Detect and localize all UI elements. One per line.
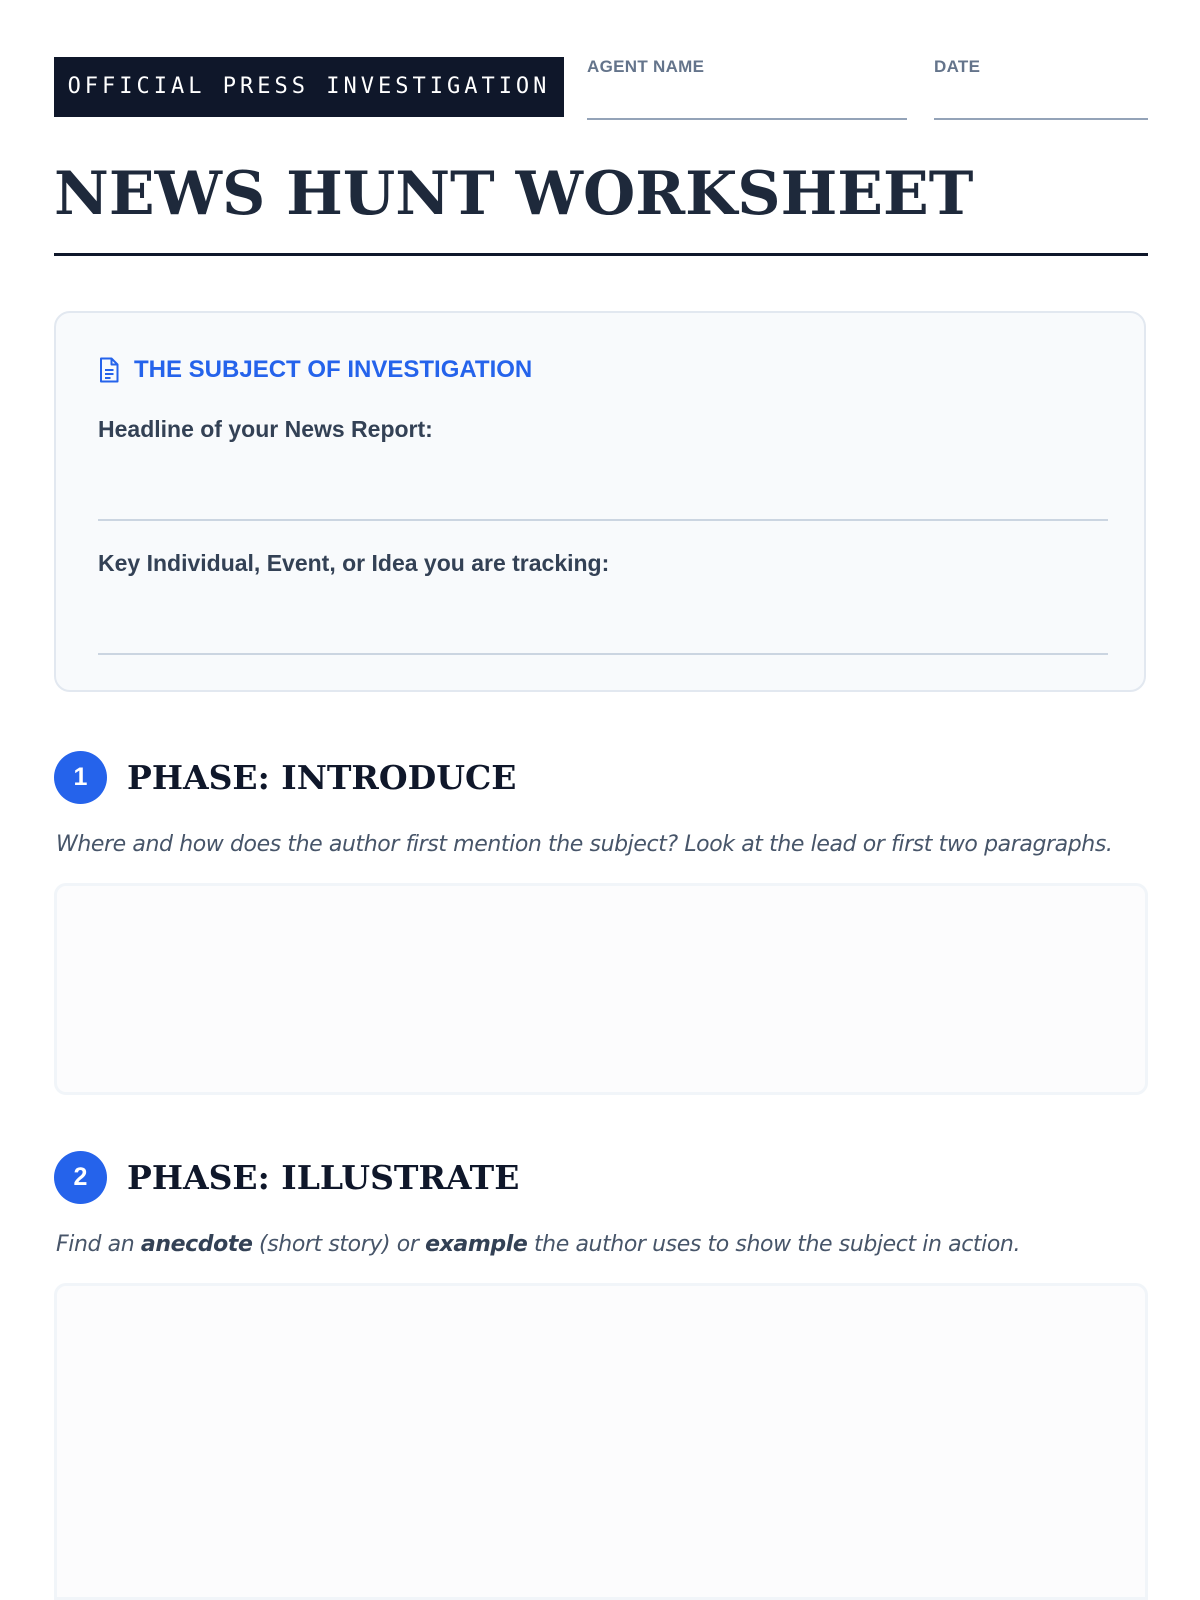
headline-input-line[interactable]: [98, 519, 1108, 521]
agent-name-field[interactable]: [587, 57, 907, 77]
document-icon: [98, 357, 120, 383]
tracking-label: Key Individual, Event, or Idea you are tracking:: [98, 550, 610, 576]
example-emphasis: example: [425, 1232, 528, 1257]
date-field[interactable]: [934, 57, 1148, 77]
agent-name-label: AGENT NAME: [587, 57, 705, 76]
title-divider: [54, 253, 1148, 256]
subject-heading: [98, 355, 532, 385]
subject-card: [54, 311, 1146, 692]
agent-name-line[interactable]: [587, 118, 907, 120]
phase-2-title: PHASE: ILLUSTRATE: [127, 1157, 520, 1197]
press-tag: OFFICIAL PRESS INVESTIGATION: [54, 57, 564, 117]
phase-1-description: Where and how does the author first mention the subject? Look at the lead or first two paragraphs.: [56, 832, 1113, 857]
phase-1-header: [54, 750, 516, 804]
date-line[interactable]: [934, 118, 1148, 120]
phase-2-answer-box[interactable]: [54, 1283, 1148, 1600]
phase-1-answer-box[interactable]: [54, 883, 1148, 1095]
headline-label: Headline of your News Report:: [98, 416, 433, 442]
header: [54, 57, 1148, 119]
anecdote-emphasis: anecdote: [140, 1232, 253, 1257]
page-title: NEWS HUNT WORKSHEET: [54, 159, 974, 229]
phase-2-number-badge: 2: [54, 1151, 107, 1204]
tracking-input-line[interactable]: [98, 653, 1108, 655]
phase-1-title: PHASE: INTRODUCE: [127, 757, 517, 797]
phase-2-description: Find an anecdote (short story) or example the author uses to show the subject in action.: [56, 1232, 1021, 1257]
phase-1-number-badge: 1: [54, 751, 107, 804]
date-label: DATE: [934, 57, 981, 76]
phase-2-header: [54, 1150, 519, 1204]
subject-title: THE SUBJECT OF INVESTIGATION: [134, 356, 533, 383]
